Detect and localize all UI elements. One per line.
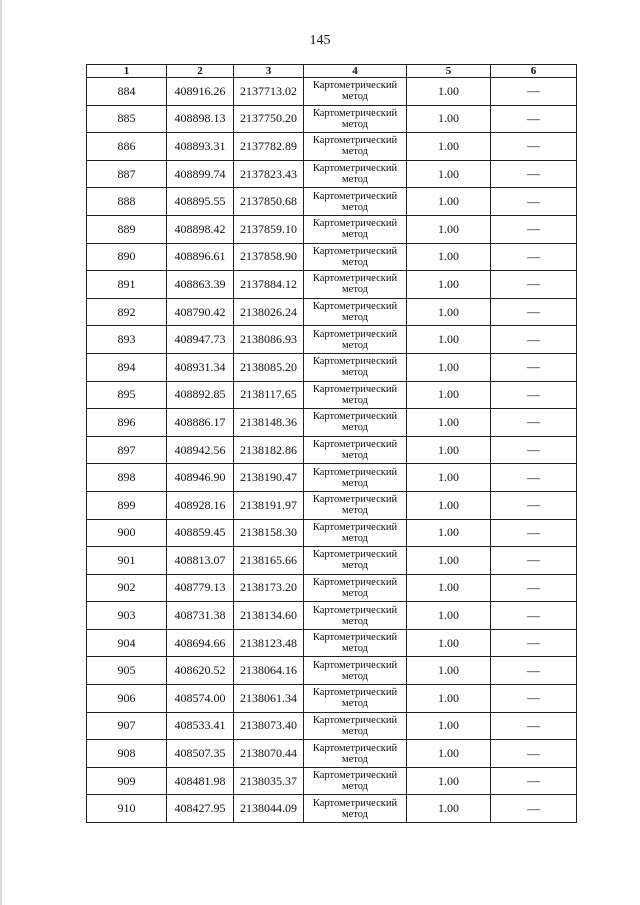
table-row bbox=[87, 519, 577, 547]
table-row bbox=[87, 133, 577, 161]
table-row bbox=[87, 243, 577, 271]
point-number-cell: 892 bbox=[87, 298, 167, 326]
x-coordinate-cell: 408947.73 bbox=[167, 326, 234, 354]
method-cell bbox=[304, 464, 407, 492]
note-cell: — bbox=[491, 215, 577, 243]
point-number-cell: 886 bbox=[87, 133, 167, 161]
accuracy-cell: 1.00 bbox=[407, 602, 491, 630]
method-cell bbox=[304, 795, 407, 823]
point-number-cell: 889 bbox=[87, 215, 167, 243]
accuracy-cell: 1.00 bbox=[407, 133, 491, 161]
method-cell bbox=[304, 436, 407, 464]
accuracy-cell: 1.00 bbox=[407, 767, 491, 795]
point-number-cell: 907 bbox=[87, 712, 167, 740]
note-cell: — bbox=[491, 602, 577, 630]
accuracy-cell: 1.00 bbox=[407, 657, 491, 685]
x-coordinate-cell: 408481.98 bbox=[167, 767, 234, 795]
note-cell: — bbox=[491, 712, 577, 740]
method-cell bbox=[304, 298, 407, 326]
method-line-2: метод bbox=[341, 174, 369, 186]
method-line-1: Картометрический bbox=[312, 135, 398, 147]
y-coordinate-cell: 2138182.86 bbox=[234, 436, 304, 464]
accuracy-cell: 1.00 bbox=[407, 105, 491, 133]
note-cell: — bbox=[491, 409, 577, 437]
table-row bbox=[87, 574, 577, 602]
y-coordinate-cell: 2138044.09 bbox=[234, 795, 304, 823]
x-coordinate-cell: 408859.45 bbox=[167, 519, 234, 547]
method-line-2: метод bbox=[341, 670, 369, 682]
x-coordinate-cell: 408893.31 bbox=[167, 133, 234, 161]
x-coordinate-cell: 408946.90 bbox=[167, 464, 234, 492]
table-row bbox=[87, 602, 577, 630]
method-line-1: Картометрический bbox=[312, 549, 398, 561]
note-cell: — bbox=[491, 767, 577, 795]
point-number-cell: 897 bbox=[87, 436, 167, 464]
note-cell: — bbox=[491, 271, 577, 299]
method-cell bbox=[304, 740, 407, 768]
point-number-cell: 901 bbox=[87, 547, 167, 575]
y-coordinate-cell: 2137858.90 bbox=[234, 243, 304, 271]
y-coordinate-cell: 2137782.89 bbox=[234, 133, 304, 161]
method-cell bbox=[304, 271, 407, 299]
x-coordinate-cell: 408533.41 bbox=[167, 712, 234, 740]
method-cell bbox=[304, 326, 407, 354]
y-coordinate-cell: 2138035.37 bbox=[234, 767, 304, 795]
method-line-1: Картометрический bbox=[312, 521, 398, 533]
method-line-1: Картометрический bbox=[312, 687, 398, 699]
method-line-2: метод bbox=[341, 725, 369, 737]
note-cell: — bbox=[491, 105, 577, 133]
accuracy-cell: 1.00 bbox=[407, 629, 491, 657]
method-cell bbox=[304, 409, 407, 437]
x-coordinate-cell: 408892.85 bbox=[167, 381, 234, 409]
accuracy-cell: 1.00 bbox=[407, 795, 491, 823]
x-coordinate-cell: 408574.00 bbox=[167, 685, 234, 713]
point-number-cell: 910 bbox=[87, 795, 167, 823]
column-header: 5 bbox=[407, 65, 491, 78]
x-coordinate-cell: 408942.56 bbox=[167, 436, 234, 464]
point-number-cell: 902 bbox=[87, 574, 167, 602]
method-line-1: Картометрический bbox=[312, 632, 398, 644]
method-cell bbox=[304, 629, 407, 657]
table-row bbox=[87, 491, 577, 519]
table-row bbox=[87, 105, 577, 133]
table-row bbox=[87, 712, 577, 740]
accuracy-cell: 1.00 bbox=[407, 547, 491, 575]
x-coordinate-cell: 408886.17 bbox=[167, 409, 234, 437]
x-coordinate-cell: 408898.42 bbox=[167, 215, 234, 243]
x-coordinate-cell: 408779.13 bbox=[167, 574, 234, 602]
point-number-cell: 885 bbox=[87, 105, 167, 133]
method-cell bbox=[304, 574, 407, 602]
method-line-1: Картометрический bbox=[312, 659, 398, 671]
method-line-2: метод bbox=[341, 587, 369, 599]
column-header: 6 bbox=[491, 65, 577, 78]
accuracy-cell: 1.00 bbox=[407, 326, 491, 354]
accuracy-cell: 1.00 bbox=[407, 160, 491, 188]
method-line-1: Картометрический bbox=[312, 576, 398, 588]
point-number-cell: 893 bbox=[87, 326, 167, 354]
method-cell bbox=[304, 160, 407, 188]
column-header: 3 bbox=[234, 65, 304, 78]
y-coordinate-cell: 2138061.34 bbox=[234, 685, 304, 713]
point-number-cell: 890 bbox=[87, 243, 167, 271]
point-number-cell: 906 bbox=[87, 685, 167, 713]
method-cell bbox=[304, 133, 407, 161]
accuracy-cell: 1.00 bbox=[407, 436, 491, 464]
method-line-2: метод bbox=[341, 615, 369, 627]
method-line-1: Картометрический bbox=[312, 163, 398, 175]
accuracy-cell: 1.00 bbox=[407, 491, 491, 519]
table-row bbox=[87, 381, 577, 409]
point-number-cell: 900 bbox=[87, 519, 167, 547]
y-coordinate-cell: 2138073.40 bbox=[234, 712, 304, 740]
table-row bbox=[87, 409, 577, 437]
y-coordinate-cell: 2137823.43 bbox=[234, 160, 304, 188]
method-line-2: метод bbox=[341, 505, 369, 517]
method-line-1: Картометрический bbox=[312, 301, 398, 313]
x-coordinate-cell: 408427.95 bbox=[167, 795, 234, 823]
method-line-1: Картометрический bbox=[312, 190, 398, 202]
table-body bbox=[87, 78, 577, 823]
table-row bbox=[87, 436, 577, 464]
method-line-2: метод bbox=[341, 560, 369, 572]
x-coordinate-cell: 408863.39 bbox=[167, 271, 234, 299]
note-cell: — bbox=[491, 298, 577, 326]
note-cell: — bbox=[491, 574, 577, 602]
x-coordinate-cell: 408895.55 bbox=[167, 188, 234, 216]
column-header: 2 bbox=[167, 65, 234, 78]
table-row bbox=[87, 78, 577, 106]
note-cell: — bbox=[491, 353, 577, 381]
method-line-2: метод bbox=[341, 477, 369, 489]
accuracy-cell: 1.00 bbox=[407, 464, 491, 492]
method-line-2: метод bbox=[341, 450, 369, 462]
accuracy-cell: 1.00 bbox=[407, 685, 491, 713]
method-line-2: метод bbox=[341, 339, 369, 351]
method-line-1: Картометрический bbox=[312, 107, 398, 119]
y-coordinate-cell: 2138191.97 bbox=[234, 491, 304, 519]
table-row bbox=[87, 215, 577, 243]
y-coordinate-cell: 2138064.16 bbox=[234, 657, 304, 685]
coordinates-table bbox=[86, 64, 577, 823]
x-coordinate-cell: 408896.61 bbox=[167, 243, 234, 271]
note-cell: — bbox=[491, 436, 577, 464]
point-number-cell: 903 bbox=[87, 602, 167, 630]
table-row bbox=[87, 657, 577, 685]
note-cell: — bbox=[491, 464, 577, 492]
accuracy-cell: 1.00 bbox=[407, 409, 491, 437]
y-coordinate-cell: 2138173.20 bbox=[234, 574, 304, 602]
method-cell bbox=[304, 105, 407, 133]
method-cell bbox=[304, 767, 407, 795]
method-line-1: Картометрический bbox=[312, 439, 398, 451]
point-number-cell: 887 bbox=[87, 160, 167, 188]
point-number-cell: 909 bbox=[87, 767, 167, 795]
method-line-1: Картометрический bbox=[312, 797, 398, 809]
method-cell bbox=[304, 215, 407, 243]
x-coordinate-cell: 408731.38 bbox=[167, 602, 234, 630]
table-row bbox=[87, 160, 577, 188]
method-cell bbox=[304, 519, 407, 547]
x-coordinate-cell: 408790.42 bbox=[167, 298, 234, 326]
table-row bbox=[87, 685, 577, 713]
method-cell bbox=[304, 78, 407, 106]
page-number: 145 bbox=[309, 33, 331, 48]
note-cell: — bbox=[491, 491, 577, 519]
y-coordinate-cell: 2138026.24 bbox=[234, 298, 304, 326]
point-number-cell: 899 bbox=[87, 491, 167, 519]
method-line-2: метод bbox=[341, 532, 369, 544]
accuracy-cell: 1.00 bbox=[407, 712, 491, 740]
note-cell: — bbox=[491, 547, 577, 575]
point-number-cell: 904 bbox=[87, 629, 167, 657]
method-line-2: метод bbox=[341, 753, 369, 765]
x-coordinate-cell: 408931.34 bbox=[167, 353, 234, 381]
y-coordinate-cell: 2138190.47 bbox=[234, 464, 304, 492]
method-cell bbox=[304, 188, 407, 216]
method-line-2: метод bbox=[341, 394, 369, 406]
y-coordinate-cell: 2138165.66 bbox=[234, 547, 304, 575]
method-line-2: метод bbox=[341, 201, 369, 213]
method-cell bbox=[304, 491, 407, 519]
y-coordinate-cell: 2137859.10 bbox=[234, 215, 304, 243]
method-cell bbox=[304, 243, 407, 271]
y-coordinate-cell: 2137713.02 bbox=[234, 78, 304, 106]
accuracy-cell: 1.00 bbox=[407, 243, 491, 271]
method-line-1: Картометрический bbox=[312, 714, 398, 726]
method-line-1: Картометрический bbox=[312, 218, 398, 230]
method-line-2: метод bbox=[341, 312, 369, 324]
note-cell: — bbox=[491, 657, 577, 685]
x-coordinate-cell: 408813.07 bbox=[167, 547, 234, 575]
point-number-cell: 896 bbox=[87, 409, 167, 437]
note-cell: — bbox=[491, 243, 577, 271]
column-header: 1 bbox=[87, 65, 167, 78]
point-number-cell: 905 bbox=[87, 657, 167, 685]
note-cell: — bbox=[491, 188, 577, 216]
method-cell bbox=[304, 353, 407, 381]
table-row bbox=[87, 298, 577, 326]
table-row bbox=[87, 767, 577, 795]
x-coordinate-cell: 408620.52 bbox=[167, 657, 234, 685]
y-coordinate-cell: 2138158.30 bbox=[234, 519, 304, 547]
y-coordinate-cell: 2137750.20 bbox=[234, 105, 304, 133]
method-line-1: Картометрический bbox=[312, 383, 398, 395]
method-line-2: метод bbox=[341, 367, 369, 379]
accuracy-cell: 1.00 bbox=[407, 574, 491, 602]
method-line-2: метод bbox=[341, 781, 369, 793]
method-line-2: метод bbox=[341, 91, 369, 103]
accuracy-cell: 1.00 bbox=[407, 78, 491, 106]
note-cell: — bbox=[491, 740, 577, 768]
method-line-1: Картометрический bbox=[312, 245, 398, 257]
point-number-cell: 884 bbox=[87, 78, 167, 106]
method-cell bbox=[304, 685, 407, 713]
y-coordinate-cell: 2137850.68 bbox=[234, 188, 304, 216]
x-coordinate-cell: 408898.13 bbox=[167, 105, 234, 133]
point-number-cell: 895 bbox=[87, 381, 167, 409]
note-cell: — bbox=[491, 78, 577, 106]
y-coordinate-cell: 2138148.36 bbox=[234, 409, 304, 437]
accuracy-cell: 1.00 bbox=[407, 381, 491, 409]
note-cell: — bbox=[491, 519, 577, 547]
method-cell bbox=[304, 381, 407, 409]
x-coordinate-cell: 408899.74 bbox=[167, 160, 234, 188]
x-coordinate-cell: 408928.16 bbox=[167, 491, 234, 519]
table-header-row bbox=[87, 65, 577, 78]
table-row bbox=[87, 629, 577, 657]
table-row bbox=[87, 326, 577, 354]
table-row bbox=[87, 740, 577, 768]
note-cell: — bbox=[491, 795, 577, 823]
method-line-2: метод bbox=[341, 284, 369, 296]
method-cell bbox=[304, 547, 407, 575]
note-cell: — bbox=[491, 160, 577, 188]
point-number-cell: 888 bbox=[87, 188, 167, 216]
point-number-cell: 891 bbox=[87, 271, 167, 299]
note-cell: — bbox=[491, 685, 577, 713]
method-line-2: метод bbox=[341, 422, 369, 434]
method-line-2: метод bbox=[341, 229, 369, 241]
method-line-1: Картометрический bbox=[312, 466, 398, 478]
y-coordinate-cell: 2138070.44 bbox=[234, 740, 304, 768]
method-cell bbox=[304, 712, 407, 740]
table-row bbox=[87, 547, 577, 575]
method-line-2: метод bbox=[341, 808, 369, 820]
note-cell: — bbox=[491, 326, 577, 354]
method-line-2: метод bbox=[341, 118, 369, 130]
y-coordinate-cell: 2138117.65 bbox=[234, 381, 304, 409]
accuracy-cell: 1.00 bbox=[407, 298, 491, 326]
method-line-2: метод bbox=[341, 698, 369, 710]
method-cell bbox=[304, 602, 407, 630]
method-line-2: метод bbox=[341, 643, 369, 655]
y-coordinate-cell: 2138085.20 bbox=[234, 353, 304, 381]
method-line-1: Картометрический bbox=[312, 273, 398, 285]
column-header: 4 bbox=[304, 65, 407, 78]
y-coordinate-cell: 2137884.12 bbox=[234, 271, 304, 299]
method-line-1: Картометрический bbox=[312, 742, 398, 754]
table-row bbox=[87, 464, 577, 492]
method-line-1: Картометрический bbox=[312, 356, 398, 368]
x-coordinate-cell: 408507.35 bbox=[167, 740, 234, 768]
note-cell: — bbox=[491, 629, 577, 657]
y-coordinate-cell: 2138086.93 bbox=[234, 326, 304, 354]
point-number-cell: 898 bbox=[87, 464, 167, 492]
accuracy-cell: 1.00 bbox=[407, 271, 491, 299]
x-coordinate-cell: 408694.66 bbox=[167, 629, 234, 657]
note-cell: — bbox=[491, 381, 577, 409]
method-line-1: Картометрический bbox=[312, 411, 398, 423]
y-coordinate-cell: 2138134.60 bbox=[234, 602, 304, 630]
accuracy-cell: 1.00 bbox=[407, 353, 491, 381]
accuracy-cell: 1.00 bbox=[407, 519, 491, 547]
method-cell bbox=[304, 657, 407, 685]
method-line-1: Картометрический bbox=[312, 494, 398, 506]
method-line-1: Картометрический bbox=[312, 770, 398, 782]
accuracy-cell: 1.00 bbox=[407, 215, 491, 243]
accuracy-cell: 1.00 bbox=[407, 740, 491, 768]
method-line-2: метод bbox=[341, 256, 369, 268]
x-coordinate-cell: 408916.26 bbox=[167, 78, 234, 106]
table-row bbox=[87, 795, 577, 823]
accuracy-cell: 1.00 bbox=[407, 188, 491, 216]
table-row bbox=[87, 188, 577, 216]
table-row bbox=[87, 271, 577, 299]
method-line-1: Картометрический bbox=[312, 328, 398, 340]
note-cell: — bbox=[491, 133, 577, 161]
scan-edge bbox=[0, 0, 2, 905]
point-number-cell: 894 bbox=[87, 353, 167, 381]
table-row bbox=[87, 353, 577, 381]
method-line-2: метод bbox=[341, 146, 369, 158]
method-line-1: Картометрический bbox=[312, 604, 398, 616]
y-coordinate-cell: 2138123.48 bbox=[234, 629, 304, 657]
point-number-cell: 908 bbox=[87, 740, 167, 768]
method-line-1: Картометрический bbox=[312, 80, 398, 92]
